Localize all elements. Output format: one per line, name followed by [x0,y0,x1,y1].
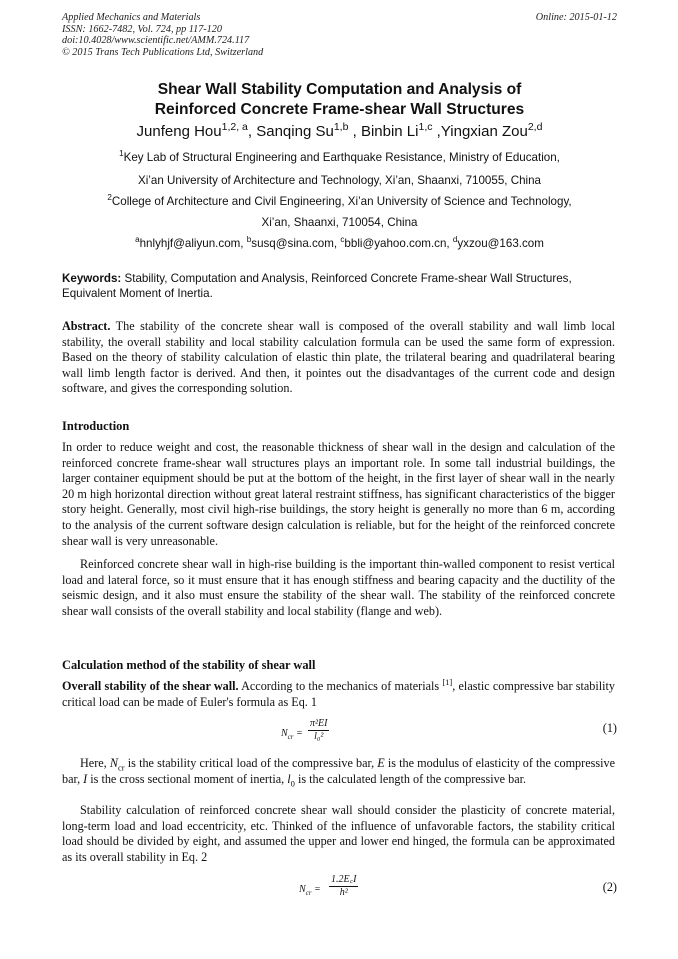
author-name: Junfeng Hou [136,123,222,140]
paragraph-text: is the calculated length of the compressive bar. [294,771,527,786]
email-address: yxzou@163.com [457,237,544,250]
author-sep: , [432,123,441,140]
equation-1 [62,716,617,752]
issn-line: ISSN: 1662-7482, Vol. 724, pp 117-120 [62,23,222,35]
fraction-denominator: l₀² [314,731,324,742]
author-sep: , [348,123,361,140]
email-address: hnlyhjf@aliyun.com, [139,237,247,250]
email-sup: c [340,235,345,245]
keywords-label: Keywords: [62,272,122,285]
paragraph-text: is the cross sectional moment of inertia, [87,771,288,786]
fraction-denominator: h² [339,887,348,898]
math-variable: I [83,771,88,786]
math-variable: l [287,771,291,786]
email-sup: a [135,235,140,245]
author-sep: , [247,123,257,140]
overall-stability-paragraph [62,676,615,710]
equation-variable: N [299,884,306,895]
paragraph-text: is the stability critical load of the compressive bar, [124,756,378,770]
email-sup: b [246,235,252,245]
author-sup: 2,d [527,121,543,133]
author-sup: 1,2, a [221,121,248,133]
affiliation-2-line-1 [62,195,617,209]
author-name: Sanqing Su [256,123,334,140]
author-sup: 1,b [333,121,349,133]
equation-fraction [308,718,329,743]
math-variable: E [377,756,385,770]
equation-subscript: cr [287,733,294,741]
equation-fraction [329,874,358,899]
abstract-block [62,319,615,397]
section-heading-calculation: Calculation method of the stability of shear wall [62,658,316,672]
paper-title [62,80,617,120]
fraction-numerator: 1.2E꜀I [331,874,357,885]
affiliation-2-line-2: Xi’an, Shaanxi, 710054, China [261,216,418,229]
email-sup: d [452,235,458,245]
intro-paragraph-1: In order to reduce weight and cost, the reasonable thickness of shear wall in the design and calculation of the reinforced concrete frame-shear wall structures plays an important role. In some tall industrial buildings, the larger container equipment should be put at the bottom of the height, in the first layer of shear wall in the nearly 20 m high horizontal direction without great lateral restraint stiffness, has significant characteristics of the bigger story height. Generally, most civil high-rise buildings, the story height is generally no more than 6 m, according to the analysis of the current software design calculation is reliable, but for the height of the reinforced concrete shear wall is very unreasonable. [62,440,615,548]
subsection-label: Overall stability of the shear wall. [62,679,239,693]
affiliation-sup: 2 [107,193,112,203]
equation-number: (2) [602,880,617,894]
fraction-numerator: π²EI [310,718,328,729]
affiliation-sup: 1 [119,149,124,159]
journal-header [62,12,617,58]
paragraph-text: is the modulus of elasticity of the compressive bar, [62,756,615,786]
equation-2 [62,872,617,908]
equation-variable: N [281,728,288,739]
paragraph-text: , elastic compressive bar stability critical load can be made of Euler's formula as Eq. 1 [62,679,615,709]
paragraph-text: According to the mechanics of materials [238,679,443,693]
doi-line: doi:10.4028/www.scientific.net/AMM.724.117 [62,35,250,47]
math-variable: N [109,756,119,770]
equation-lhs: $N_{cr}$ = [299,884,321,897]
email-line [62,237,617,251]
title-line-2: Reinforced Concrete Frame-shear Wall Structures [154,101,525,118]
title-line-1: Shear Wall Stability Computation and Analysis of [157,81,522,98]
equation-lhs: $N_{cr}$ = [281,728,303,741]
author-name: Yingxian Zou [440,123,528,140]
abstract-label: Abstract. [62,319,111,333]
equation-number: (1) [602,721,617,735]
section-heading-introduction: Introduction [62,419,130,433]
stability-paragraph: Stability calculation of reinforced concrete shear wall should consider the plasticity of concrete material, long-term load and load eccentricity, etc. Thinked of the influence of unfavorable factors, the stability critical load should be divided by eight, and assumed the upper and lower end hinged, the formula can be approximated as its overall stability in Eq. 2 [62,803,615,864]
email-address: susq@sina.com, [251,237,341,250]
affiliation-1-line-2: Xi’an University of Architecture and Technology, Xi’an, Shaanxi, 710055, China [137,174,542,187]
keywords-text: Stability, Computation and Analysis, Reinforced Concrete Frame-shear Wall Structures, Equivalent Moment of Inertia. [62,272,572,300]
math-subscript: cr [118,762,125,773]
paragraph-text: Here, [80,756,110,770]
keywords-block [62,271,617,301]
affiliation-1-line-1 [62,151,617,165]
affiliation-text: College of Architecture and Civil Engineering, Xi’an University of Science and Technology, [111,195,572,208]
math-subscript: 0 [290,778,295,789]
author-list [62,123,617,141]
intro-paragraph-2: Reinforced concrete shear wall in high-rise building is the important thin-walled component to resist vertical load and lateral force, so it must ensure that it has enough stiffness and bearing capacity and the ductility of the seismic design, and it also must ensure the stability of the shear wall. The stability of the reinforced concrete shear wall consists of the overall stability and local stability (flange and web). [62,557,615,618]
author-sup: 1,c [418,121,433,133]
author-name: Binbin Li [360,123,419,140]
equation-subscript: cr [305,889,312,897]
abstract-text: The stability of the concrete shear wall is composed of the overall stability and wall limb local stability, the overall stability and local stability calculation formula can be used the same form of expression. Based on the theory of stability calculation of elastic thin plate, the trilateral bearing and quadrilateral bearing wall limb length factor is derived. And then, it pointes out the disadvantages of the current code and design software, and gives the corresponding solution. [62,319,615,396]
online-date: Online: 2015-01-12 [535,12,617,23]
copyright-line: © 2015 Trans Tech Publications Ltd, Switzerland [62,46,264,58]
here-paragraph [62,756,615,787]
email-address: bbli@yahoo.com.cn, [344,237,453,250]
affiliation-text: Key Lab of Structural Engineering and Earthquake Resistance, Ministry of Education, [123,151,560,164]
citation-ref: [1] [442,676,453,687]
journal-name: Applied Mechanics and Materials [62,12,201,23]
